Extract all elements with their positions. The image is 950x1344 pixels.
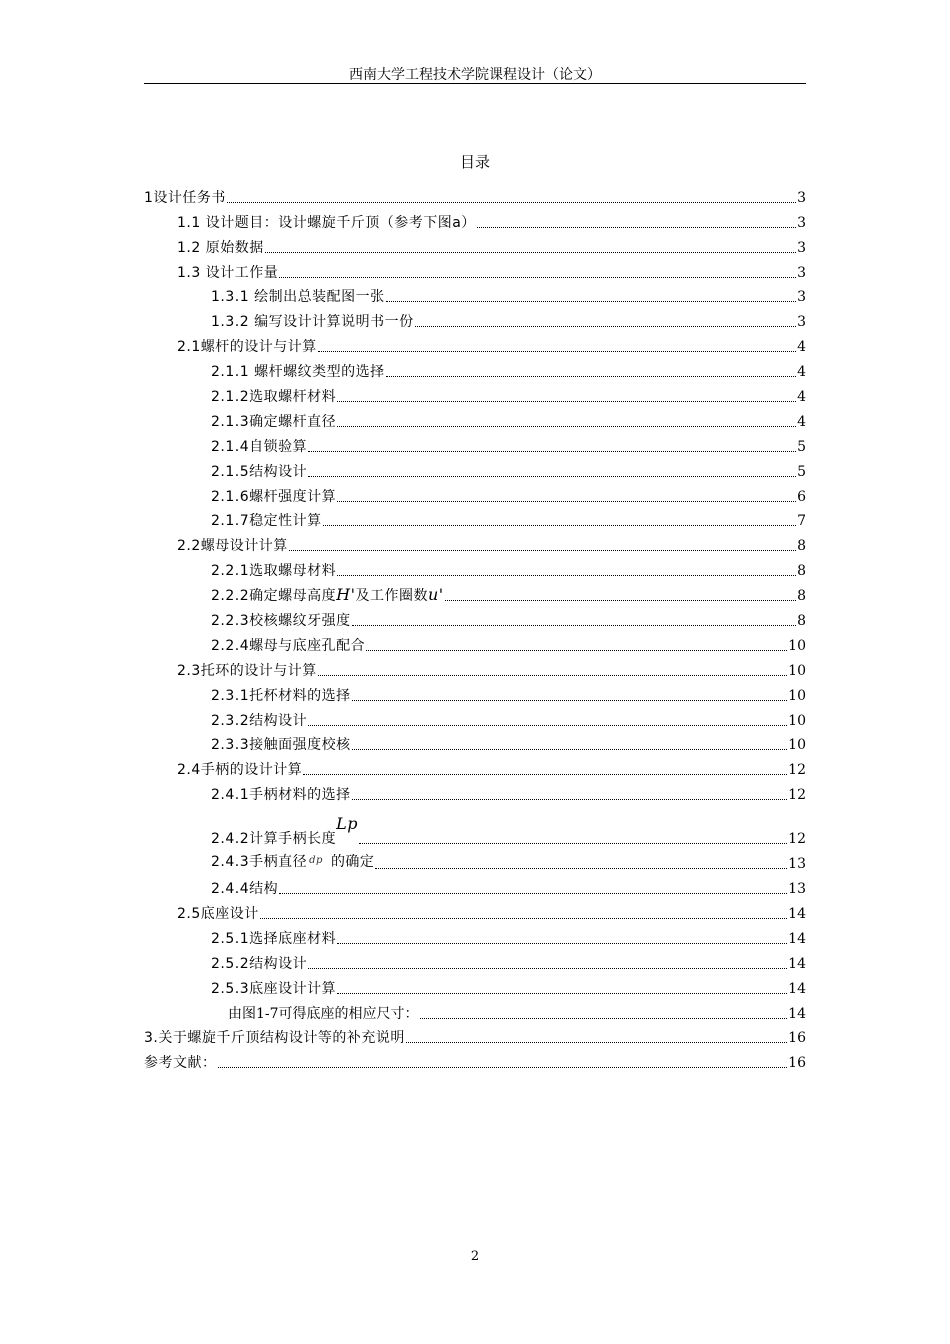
toc-entry[interactable] (144, 655, 806, 680)
toc-entry-text: 2.5底座设计 (177, 905, 259, 922)
toc-page-number: 10 (788, 712, 806, 729)
toc-entry[interactable] (144, 232, 806, 257)
toc-page-number: 12 (788, 831, 806, 848)
toc-entry[interactable] (144, 680, 806, 705)
toc-entry-text: 2.3托环的设计与计算 (177, 662, 317, 679)
toc-page-number: 5 (797, 463, 806, 480)
toc-entry-text: 2.1.3确定螺杆直径 (211, 413, 337, 430)
toc-entry[interactable] (144, 406, 806, 431)
toc-leader (445, 600, 796, 601)
toc-entry-text: 2.3.2结构设计 (211, 712, 308, 729)
toc-leader (420, 1018, 788, 1019)
toc-page-number: 3 (797, 314, 806, 331)
toc-entry[interactable] (144, 331, 806, 356)
toc-entry-text: 2.5.3底座设计计算 (211, 980, 337, 997)
toc-leader (352, 799, 788, 800)
toc-entry-text: 2.1.2选取螺杆材料 (211, 389, 337, 406)
math-symbol-u-prime: u' (427, 585, 444, 605)
toc-entry-text: 2.1.1 螺杆螺纹类型的选择 (211, 364, 385, 381)
toc-leader (318, 351, 796, 352)
toc-leader (352, 700, 788, 701)
toc-entry-text: 2.1.6螺杆强度计算 (211, 488, 337, 505)
toc-entry[interactable] (144, 257, 806, 282)
toc-leader (260, 918, 787, 919)
toc-leader (352, 749, 788, 750)
toc-page-number: 8 (797, 563, 806, 580)
toc-page-number: 3 (797, 289, 806, 306)
toc-entry[interactable] (144, 530, 806, 555)
toc-entry-text-part: 2.4.2计算手柄长度 (211, 831, 337, 848)
toc-page-number: 4 (797, 364, 806, 381)
toc-leader (406, 1042, 787, 1043)
toc-entry-text: 2.1.4自锁验算 (211, 438, 308, 455)
toc-page-number: 3 (797, 214, 806, 231)
toc-entry[interactable] (144, 580, 806, 605)
toc-leader (337, 501, 796, 502)
toc-leader (375, 868, 787, 869)
toc-entry-text-part: 2.2.2确定螺母高度 (211, 588, 337, 605)
toc-page-number: 4 (797, 413, 806, 430)
toc-entry[interactable] (144, 998, 806, 1023)
toc-leader (366, 650, 787, 651)
toc-page-number: 4 (797, 339, 806, 356)
toc-leader (337, 943, 787, 944)
toc-entry-text: 2.1.7稳定性计算 (211, 513, 322, 530)
math-symbol-lp: Lp (336, 814, 358, 834)
toc-leader (337, 401, 796, 402)
toc-entry[interactable] (144, 182, 806, 207)
toc-leader (265, 252, 796, 253)
toc-leader (218, 1067, 788, 1068)
toc-leader (352, 625, 796, 626)
toc-leader (359, 843, 787, 844)
toc-page-number: 4 (797, 389, 806, 406)
toc-leader (279, 277, 796, 278)
toc-leader (415, 326, 797, 327)
toc-entry-text: 2.5.1选择底座材料 (211, 930, 337, 947)
toc-entry[interactable] (144, 207, 806, 232)
toc-entry-text: 1.3.2 编写设计计算说明书一份 (211, 314, 414, 331)
toc-entry-text: 1设计任务书 (144, 189, 226, 206)
toc-leader (279, 893, 787, 894)
toc-leader (227, 202, 796, 203)
toc-page-number: 3 (797, 264, 806, 281)
toc-page-number: 14 (788, 930, 806, 947)
toc-entry-text: 参考文献： (144, 1055, 217, 1072)
toc-entry[interactable] (144, 481, 806, 506)
toc-entry[interactable] (144, 948, 806, 973)
toc-entry-text: 2.2.3校核螺纹牙强度 (211, 613, 351, 630)
toc-entry[interactable] (144, 705, 806, 730)
toc-page-number: 13 (788, 856, 806, 873)
toc-page-number: 7 (797, 513, 806, 530)
toc-page-number: 16 (788, 1055, 806, 1072)
toc-entry-text: 2.3.3接触面强度校核 (211, 737, 351, 754)
toc-entry-text: 1.2 原始数据 (177, 239, 264, 256)
toc-entry-text-part: 及工作圈数 (355, 588, 428, 605)
toc-entry-text-part: 2.4.3手柄直径 (211, 854, 308, 871)
toc-entry[interactable] (144, 973, 806, 998)
toc-entry[interactable] (144, 381, 806, 406)
toc-entry-text: 1.3.1 绘制出总装配图一张 (211, 289, 385, 306)
toc-entry[interactable] (144, 456, 806, 481)
toc-entry-text (211, 853, 374, 873)
math-symbol-dp: dp (309, 855, 323, 867)
toc-page-number: 3 (797, 189, 806, 206)
toc-leader (337, 426, 796, 427)
toc-leader (303, 774, 787, 775)
toc-entry[interactable] (144, 873, 806, 898)
toc-entry[interactable] (144, 630, 806, 655)
toc-page-number: 6 (797, 488, 806, 505)
toc-page-number: 8 (797, 588, 806, 605)
toc-leader (386, 301, 797, 302)
toc-entry[interactable] (144, 282, 806, 307)
toc-page-number: 12 (788, 787, 806, 804)
toc-entry[interactable] (144, 754, 806, 779)
math-symbol-h-prime: H' (336, 585, 356, 605)
toc-entry[interactable] (144, 1023, 806, 1048)
page-header: 西南大学工程技术学院课程设计（论文） (349, 67, 601, 83)
toc-entry-text: 2.4.4结构 (211, 881, 279, 898)
toc-entry[interactable] (144, 605, 806, 630)
toc-entry-text (211, 586, 444, 605)
toc-entry[interactable] (144, 1047, 806, 1072)
toc-entry-text: 2.2.1选取螺母材料 (211, 563, 337, 580)
toc-page-number: 14 (788, 905, 806, 922)
toc-entry-text: 3.关于螺旋千斤顶结构设计等的补充说明 (144, 1030, 405, 1047)
toc-leader (318, 675, 787, 676)
header-rule (144, 83, 806, 84)
toc-entry[interactable] (144, 431, 806, 456)
toc-leader (308, 725, 787, 726)
toc-page-number: 10 (788, 662, 806, 679)
toc-entry-text: 1.3 设计工作量 (177, 264, 279, 281)
toc-entry[interactable] (144, 923, 806, 948)
toc-entry-text (211, 814, 358, 848)
toc-leader (308, 968, 787, 969)
toc-page-number: 3 (797, 239, 806, 256)
toc-entry[interactable] (144, 848, 806, 873)
toc-entry[interactable] (144, 306, 806, 331)
toc-entry[interactable] (144, 506, 806, 531)
toc-leader (386, 376, 797, 377)
toc-leader (289, 550, 796, 551)
toc-entry-text: 2.4.1手柄材料的选择 (211, 787, 351, 804)
toc-leader (308, 476, 796, 477)
toc-page-number: 10 (788, 637, 806, 654)
toc-page-number: 8 (797, 538, 806, 555)
toc-page-number: 5 (797, 438, 806, 455)
toc-entry-text: 2.5.2结构设计 (211, 955, 308, 972)
toc-page-number: 10 (788, 687, 806, 704)
toc-entry-text: 2.1.5结构设计 (211, 463, 308, 480)
toc-title: 目录 (459, 153, 490, 171)
toc-entry[interactable] (144, 555, 806, 580)
toc-entry-text: 2.3.1托杯材料的选择 (211, 687, 351, 704)
toc-entry-text: 2.4手柄的设计计算 (177, 762, 303, 779)
toc-entry[interactable] (144, 779, 806, 804)
toc-entry[interactable] (144, 356, 806, 381)
toc-page-number: 14 (788, 1005, 806, 1022)
toc-page-number: 12 (788, 762, 806, 779)
toc-leader (323, 525, 796, 526)
toc-entry[interactable] (144, 730, 806, 755)
page-number: 2 (470, 1249, 480, 1264)
toc-entry-text: 2.2螺母设计计算 (177, 538, 288, 555)
toc-entry-text: 1.1 设计题目：设计螺旋千斤顶（参考下图a） (177, 214, 476, 231)
toc-entry[interactable] (144, 804, 806, 848)
toc-page-number: 16 (788, 1030, 806, 1047)
toc-page-number: 13 (788, 881, 806, 898)
toc-page-number: 10 (788, 737, 806, 754)
toc-page-number: 8 (797, 613, 806, 630)
toc-leader (337, 993, 787, 994)
toc-entry-text: 由图1-7可得底座的相应尺寸： (228, 1005, 419, 1022)
toc-leader (308, 451, 796, 452)
table-of-contents (144, 182, 806, 1072)
toc-entry-text: 2.1螺杆的设计与计算 (177, 339, 317, 356)
toc-leader (337, 575, 796, 576)
toc-page-number: 14 (788, 955, 806, 972)
toc-entry-text-part: 的确定 (330, 854, 375, 871)
toc-entry-text: 2.2.4螺母与底座孔配合 (211, 637, 366, 654)
toc-entry[interactable] (144, 898, 806, 923)
toc-leader (477, 227, 796, 228)
toc-page-number: 14 (788, 980, 806, 997)
